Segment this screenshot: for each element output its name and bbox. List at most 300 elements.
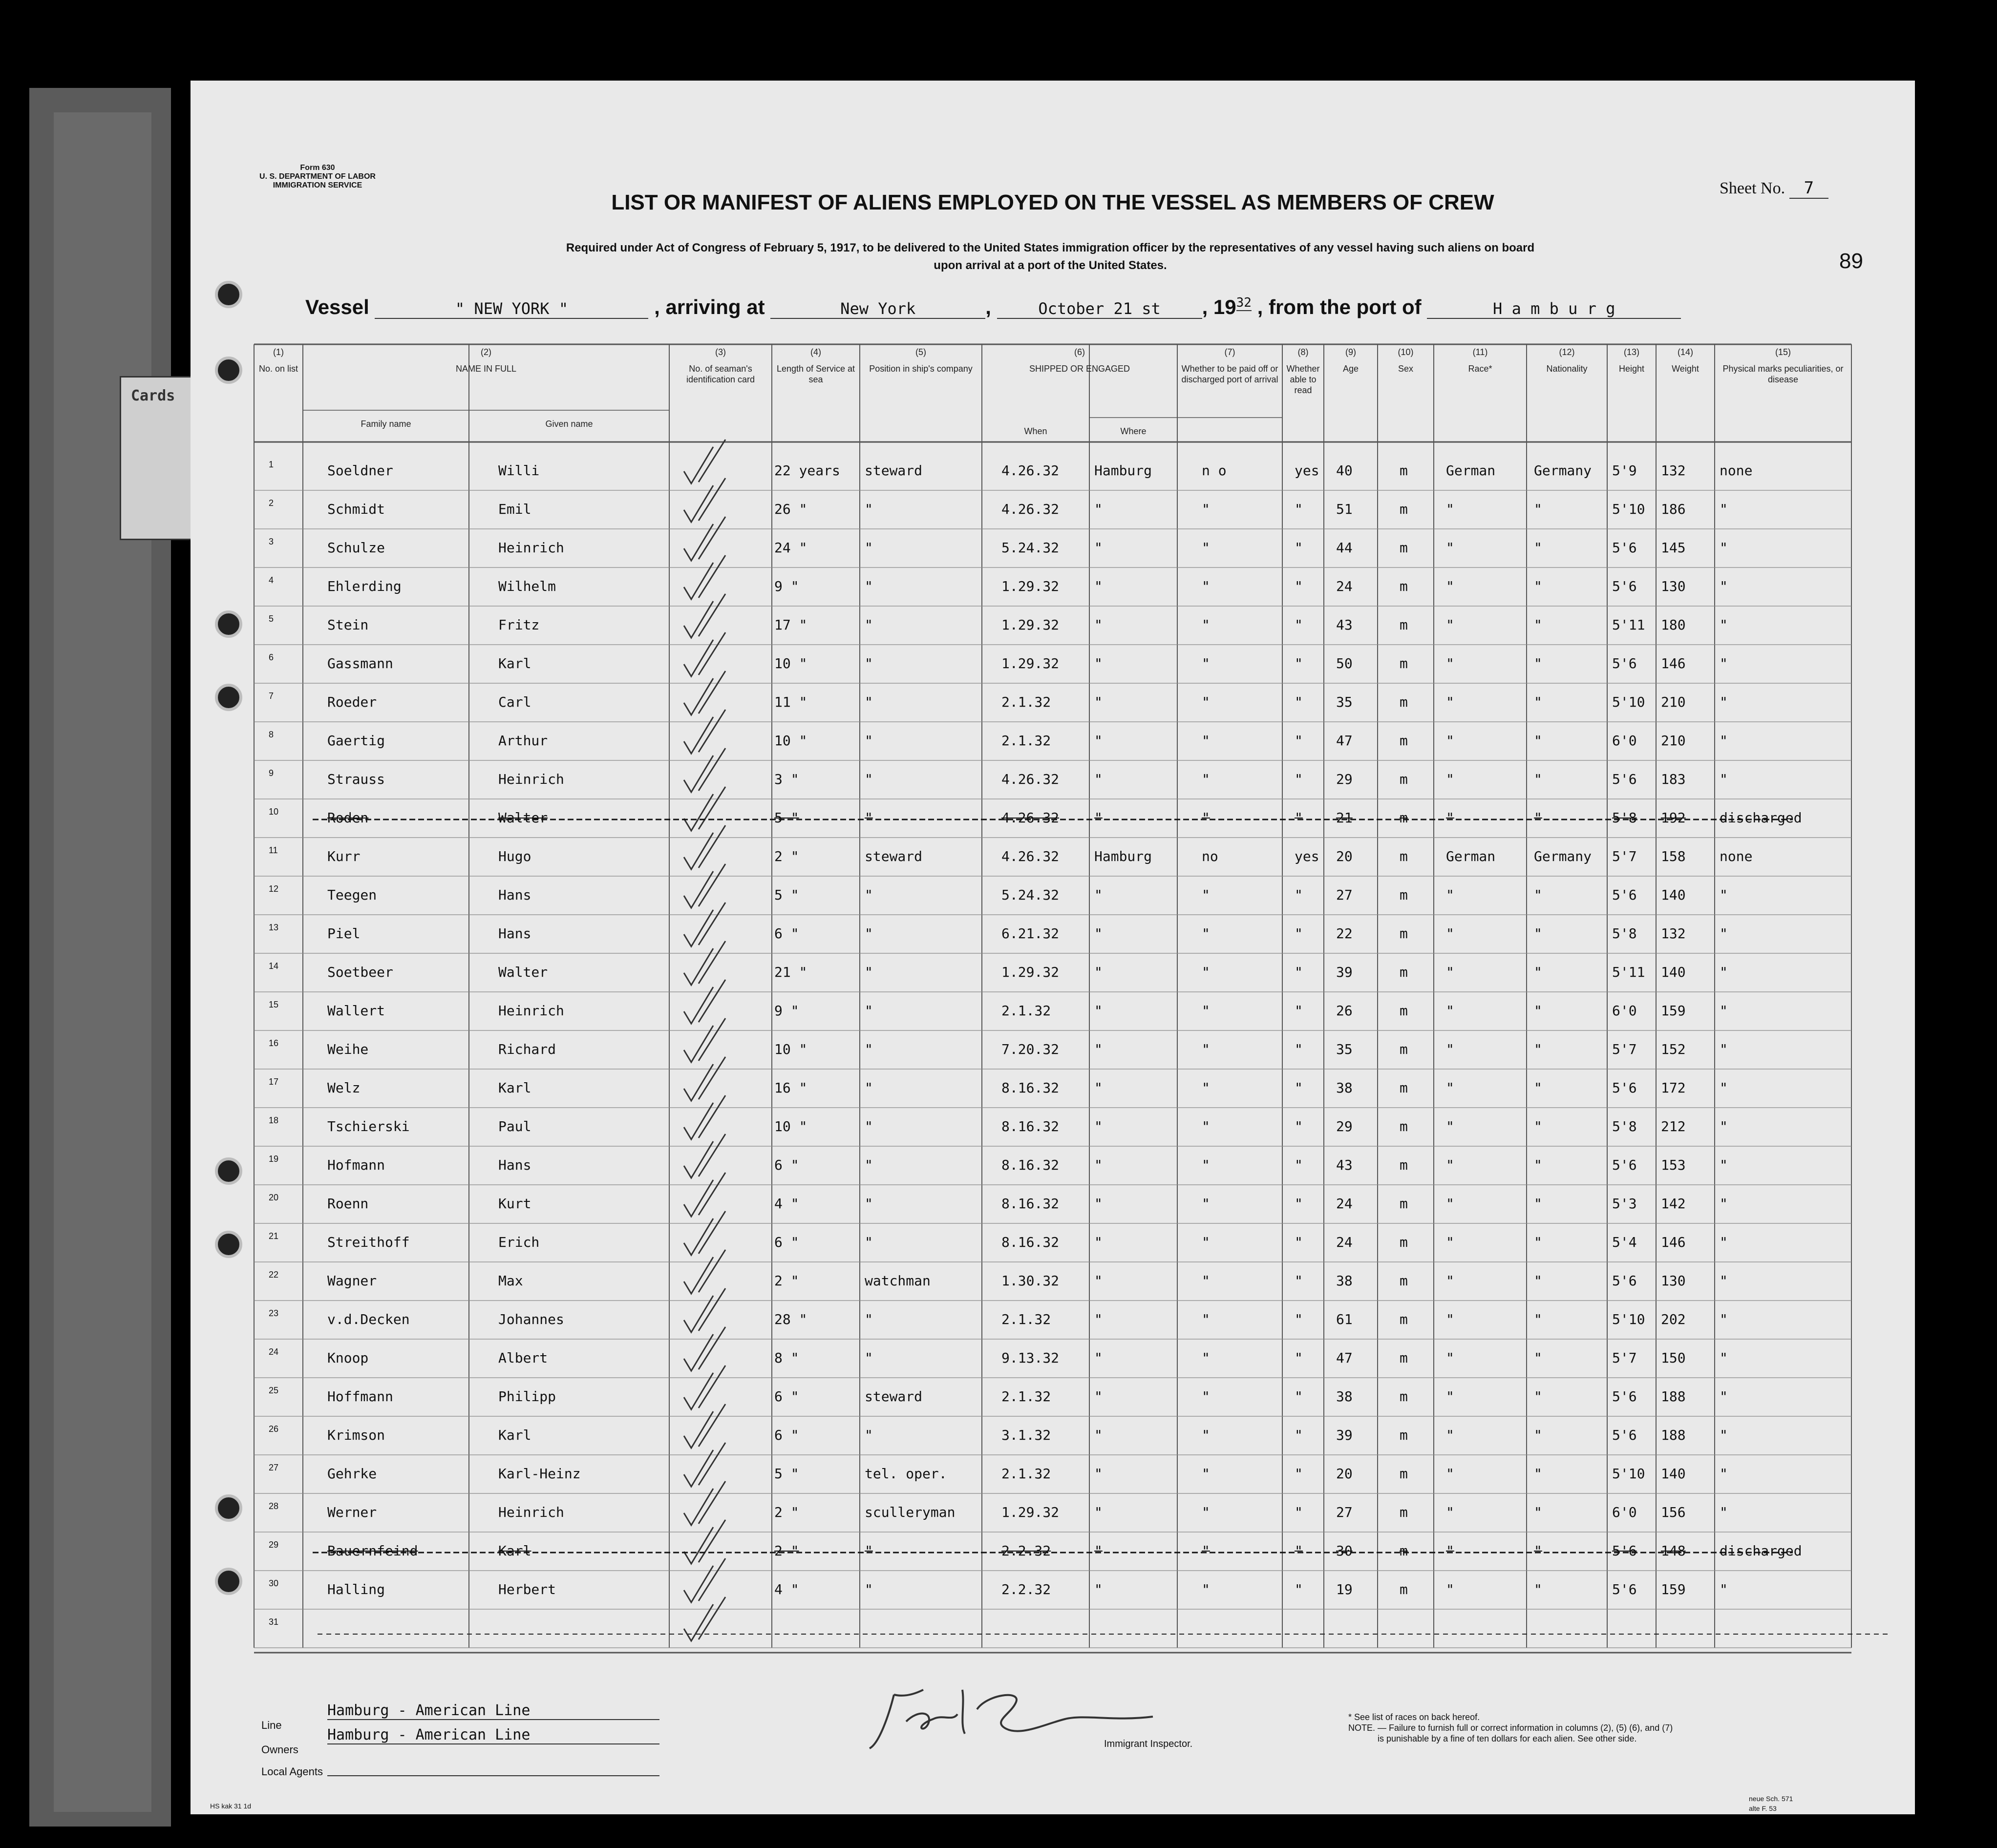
cell-sex: m <box>1400 578 1408 594</box>
cell-able-to-read: " <box>1295 925 1303 942</box>
cell-able-to-read: " <box>1295 1311 1303 1327</box>
cell-sex: m <box>1400 887 1408 903</box>
cell-paid-off: " <box>1202 1504 1210 1520</box>
cell-service-length: 17 " <box>774 617 807 633</box>
cell-height: 5'7 <box>1612 848 1637 864</box>
row-number: 2 <box>269 498 274 508</box>
col-header-service <box>772 347 860 385</box>
check-mark <box>684 1365 725 1409</box>
cell-family-name: Soeldner <box>327 462 393 479</box>
cell-race: " <box>1446 1080 1454 1096</box>
cell-shipped-when: 1.29.32 <box>1001 578 1060 594</box>
cell-family-name: Gaertig <box>327 733 385 749</box>
row-number: 3 <box>269 537 274 546</box>
cell-family-name: Schmidt <box>327 501 385 517</box>
cell-weight: 202 <box>1661 1311 1686 1327</box>
cell-service-length: 10 " <box>774 1118 807 1134</box>
cell-height: 5'10 <box>1612 1466 1645 1482</box>
cell-able-to-read: " <box>1295 1080 1303 1096</box>
cell-service-length: 5 " <box>774 887 799 903</box>
col-header-height <box>1607 347 1656 374</box>
cell-service-length: 11 " <box>774 694 807 710</box>
cell-weight: 159 <box>1661 1581 1686 1597</box>
cell-nationality: " <box>1534 964 1542 980</box>
cell-sex: m <box>1400 1041 1408 1057</box>
col-header-id-card-number: (3) <box>715 347 726 357</box>
cell-race: " <box>1446 1196 1454 1212</box>
col-header-no-label: No. on list <box>258 364 298 374</box>
cell-age: 29 <box>1336 771 1353 787</box>
cell-race: " <box>1446 964 1454 980</box>
cell-able-to-read: " <box>1295 1427 1303 1443</box>
row-number: 13 <box>269 923 279 932</box>
check-mark <box>684 1520 725 1564</box>
cell-sex: m <box>1400 501 1408 517</box>
cell-shipped-when: 4.26.32 <box>1001 810 1060 826</box>
row-number: 21 <box>269 1231 279 1241</box>
col-header-paid-off <box>1177 347 1282 385</box>
cell-shipped-where: " <box>1094 1234 1103 1250</box>
cell-given-name: Wilhelm <box>498 578 556 594</box>
cell-position: watchman <box>865 1273 931 1289</box>
cell-paid-off: " <box>1202 1080 1210 1096</box>
cell-weight: 142 <box>1661 1196 1686 1212</box>
arriving-label: , arriving at <box>654 295 765 318</box>
cell-sex: m <box>1400 1118 1408 1134</box>
row-number: 30 <box>269 1578 279 1588</box>
cell-weight: 158 <box>1661 848 1686 864</box>
cell-age: 24 <box>1336 1234 1353 1250</box>
cell-height: 5'6 <box>1612 540 1637 556</box>
cell-shipped-where: " <box>1094 501 1103 517</box>
check-mark <box>684 1327 725 1371</box>
cell-shipped-when: 2.1.32 <box>1001 1466 1051 1482</box>
cell-paid-off: " <box>1202 1581 1210 1597</box>
cell-weight: 150 <box>1661 1350 1686 1366</box>
check-mark <box>684 1173 725 1217</box>
print-code: HS kak 31 1d <box>210 1802 252 1810</box>
cell-service-length: 3 " <box>774 771 799 787</box>
cell-weight: 183 <box>1661 771 1686 787</box>
col-header-shipped-number: (6) <box>1074 347 1085 357</box>
col-header-marks-label: Physical marks peculiarities, or disease <box>1722 364 1844 384</box>
cell-nationality: " <box>1534 694 1542 710</box>
cell-weight: 210 <box>1661 694 1686 710</box>
cell-age: 38 <box>1336 1080 1353 1096</box>
check-mark <box>684 748 725 792</box>
cell-able-to-read: " <box>1295 578 1303 594</box>
cell-able-to-read: " <box>1295 810 1303 826</box>
check-mark <box>684 1558 725 1602</box>
vessel-line: Vessel " NEW YORK " , arriving at New York , October 21 st , $19^{32}$ , from the port of H a m b u r g <box>305 295 1681 319</box>
cell-height: 5'10 <box>1612 1311 1645 1327</box>
cell-given-name: Hans <box>498 887 531 903</box>
col-header-name-label: NAME IN FULL <box>455 364 517 374</box>
line-label: Line <box>261 1719 282 1731</box>
cell-service-length: 9 " <box>774 578 799 594</box>
cell-shipped-where: " <box>1094 1157 1103 1173</box>
cell-marks: " <box>1720 578 1728 594</box>
cell-given-name: Heinrich <box>498 1003 564 1019</box>
cell-service-length: 10 " <box>774 1041 807 1057</box>
cell-sex: m <box>1400 1388 1408 1405</box>
cell-family-name: Bauernfeind <box>327 1543 418 1559</box>
cell-marks: " <box>1720 733 1728 749</box>
cell-age: 30 <box>1336 1543 1353 1559</box>
cell-height: 5'10 <box>1612 694 1645 710</box>
cell-nationality: " <box>1534 1118 1542 1134</box>
cell-given-name: Hans <box>498 925 531 942</box>
cell-sex: m <box>1400 1466 1408 1482</box>
cell-sex: m <box>1400 1350 1408 1366</box>
cell-marks: " <box>1720 1311 1728 1327</box>
cell-weight: 172 <box>1661 1080 1686 1096</box>
cell-weight: 130 <box>1661 578 1686 594</box>
cell-shipped-when: 8.16.32 <box>1001 1234 1060 1250</box>
cell-position: " <box>865 925 873 942</box>
cell-nationality: " <box>1534 1350 1542 1366</box>
col-header-weight-number: (14) <box>1677 347 1693 357</box>
cell-shipped-when: 4.26.32 <box>1001 462 1060 479</box>
cell-weight: 192 <box>1661 810 1686 826</box>
cell-given-name: Karl-Heinz <box>498 1466 581 1482</box>
cell-position: " <box>865 694 873 710</box>
cell-position: " <box>865 887 873 903</box>
note-penalty-1: NOTE. — Failure to furnish full or correct information in columns (2), (5) (6), and (7) <box>1348 1723 1673 1733</box>
cell-given-name: Richard <box>498 1041 556 1057</box>
cell-race: " <box>1446 1543 1454 1559</box>
cell-shipped-when: 6.21.32 <box>1001 925 1060 942</box>
cell-family-name: Knoop <box>327 1350 369 1366</box>
cell-race: " <box>1446 617 1454 633</box>
cell-shipped-where: " <box>1094 617 1103 633</box>
cell-weight: 153 <box>1661 1157 1686 1173</box>
cell-able-to-read: " <box>1295 694 1303 710</box>
cell-age: 47 <box>1336 1350 1353 1366</box>
col-header-where <box>1089 420 1177 437</box>
cell-service-length: 2 " <box>774 1504 799 1520</box>
cell-given-name: Walter <box>498 964 548 980</box>
cell-position: " <box>865 1234 873 1250</box>
cell-nationality: " <box>1534 810 1542 826</box>
cell-shipped-when: 7.20.32 <box>1001 1041 1060 1057</box>
cell-marks: " <box>1720 964 1728 980</box>
cell-sex: m <box>1400 1427 1408 1443</box>
cell-weight: 159 <box>1661 1003 1686 1019</box>
owners-value: Hamburg - American Line <box>327 1726 659 1744</box>
cell-age: 51 <box>1336 501 1353 517</box>
cell-position: steward <box>865 1388 923 1405</box>
cell-service-length: 26 " <box>774 501 807 517</box>
cell-service-length: 9 " <box>774 1003 799 1019</box>
cell-marks: " <box>1720 1234 1728 1250</box>
cell-marks: " <box>1720 1504 1728 1520</box>
row-number: 17 <box>269 1077 279 1087</box>
cell-race: " <box>1446 578 1454 594</box>
cell-height: 5'6 <box>1612 1427 1637 1443</box>
cell-family-name: Stein <box>327 617 369 633</box>
cell-age: 38 <box>1336 1273 1353 1289</box>
cell-given-name: Philipp <box>498 1388 556 1405</box>
cell-able-to-read: yes <box>1295 848 1319 864</box>
col-header-age-label: Age <box>1342 364 1359 374</box>
row-number: 9 <box>269 768 274 778</box>
punch-hole <box>215 281 242 308</box>
cell-height: 5'10 <box>1612 501 1645 517</box>
cell-weight: 188 <box>1661 1427 1686 1443</box>
cell-family-name: Schulze <box>327 540 385 556</box>
cell-shipped-where: " <box>1094 1273 1103 1289</box>
cell-marks: " <box>1720 1581 1728 1597</box>
cell-paid-off: " <box>1202 540 1210 556</box>
cell-paid-off: " <box>1202 1196 1210 1212</box>
cell-nationality: " <box>1534 1041 1542 1057</box>
cell-nationality: " <box>1534 1581 1542 1597</box>
row-number: 16 <box>269 1038 279 1048</box>
cell-nationality: " <box>1534 1273 1542 1289</box>
cell-paid-off: n o <box>1202 462 1227 479</box>
cell-position: " <box>865 733 873 749</box>
cell-height: 5'6 <box>1612 887 1637 903</box>
service-name: IMMIGRATION SERVICE <box>273 181 362 189</box>
cell-position: " <box>865 1003 873 1019</box>
cell-shipped-when: 4.26.32 <box>1001 771 1060 787</box>
cell-service-length: 22 years <box>774 462 840 479</box>
punch-hole <box>215 357 242 384</box>
cell-weight: 140 <box>1661 1466 1686 1482</box>
cell-race: " <box>1446 501 1454 517</box>
cell-paid-off: " <box>1202 1157 1210 1173</box>
cell-marks: " <box>1720 771 1728 787</box>
col-header-race-label: Race* <box>1468 364 1492 374</box>
cell-service-length: 6 " <box>774 1427 799 1443</box>
cell-weight: 130 <box>1661 1273 1686 1289</box>
cell-race: " <box>1446 540 1454 556</box>
cell-height: 5'6 <box>1612 1543 1637 1559</box>
cell-able-to-read: " <box>1295 1234 1303 1250</box>
col-header-age <box>1324 347 1378 374</box>
cell-race: " <box>1446 694 1454 710</box>
cell-paid-off: " <box>1202 810 1210 826</box>
cell-age: 40 <box>1336 462 1353 479</box>
cell-paid-off: " <box>1202 1003 1210 1019</box>
punch-hole <box>215 610 242 638</box>
cell-shipped-where: Hamburg <box>1094 848 1152 864</box>
cell-given-name: Hans <box>498 1157 531 1173</box>
cell-service-length: 28 " <box>774 1311 807 1327</box>
check-mark <box>684 825 725 869</box>
cell-height: 5'11 <box>1612 617 1645 633</box>
cell-position: " <box>865 655 873 672</box>
table-grid <box>191 81 1915 1814</box>
cell-marks: " <box>1720 694 1728 710</box>
cell-sex: m <box>1400 848 1408 864</box>
cell-nationality: " <box>1534 540 1542 556</box>
cell-family-name: Ehlerding <box>327 578 402 594</box>
cell-height: 5'9 <box>1612 462 1637 479</box>
cell-shipped-when: 1.29.32 <box>1001 1504 1060 1520</box>
cell-given-name: Herbert <box>498 1581 556 1597</box>
cell-weight: 180 <box>1661 617 1686 633</box>
cell-sex: m <box>1400 1234 1408 1250</box>
owners-label: Owners <box>261 1743 298 1756</box>
cell-height: 5'6 <box>1612 1388 1637 1405</box>
cell-weight: 140 <box>1661 887 1686 903</box>
cell-sex: m <box>1400 771 1408 787</box>
col-header-read <box>1282 347 1324 396</box>
cell-shipped-where: " <box>1094 578 1103 594</box>
cell-service-length: 16 " <box>774 1080 807 1096</box>
from-label: , from the port of <box>1257 295 1422 318</box>
year-prefix: 19 <box>1213 295 1236 318</box>
cell-nationality: " <box>1534 1234 1542 1250</box>
cell-given-name: Heinrich <box>498 771 564 787</box>
cell-weight: 148 <box>1661 1543 1686 1559</box>
cell-position: " <box>865 1196 873 1212</box>
col-header-service-label: Length of Service at sea <box>776 364 855 384</box>
cell-given-name: Heinrich <box>498 1504 564 1520</box>
cell-given-name: Max <box>498 1273 523 1289</box>
manifest-page <box>191 81 1915 1814</box>
cell-marks: " <box>1720 617 1728 633</box>
cell-age: 43 <box>1336 1157 1353 1173</box>
cell-given-name: Paul <box>498 1118 531 1134</box>
cell-position: " <box>865 1427 873 1443</box>
cell-able-to-read: " <box>1295 1118 1303 1134</box>
cell-able-to-read: " <box>1295 964 1303 980</box>
col-header-service-number: (4) <box>810 347 821 357</box>
cell-shipped-where: " <box>1094 1388 1103 1405</box>
inspector-label: Immigrant Inspector. <box>1104 1739 1193 1749</box>
cell-race: " <box>1446 1234 1454 1250</box>
cell-nationality: " <box>1534 617 1542 633</box>
row-number: 22 <box>269 1270 279 1280</box>
col-header-sex-number: (10) <box>1398 347 1414 357</box>
col-header-paid-off-number: (7) <box>1224 347 1235 357</box>
cell-shipped-where: " <box>1094 1581 1103 1597</box>
col-header-weight-label: Weight <box>1672 364 1699 374</box>
cell-shipped-when: 1.30.32 <box>1001 1273 1060 1289</box>
cell-able-to-read: " <box>1295 1273 1303 1289</box>
col-header-sex <box>1378 347 1434 374</box>
page-title: LIST OR MANIFEST OF ALIENS EMPLOYED ON THE VESSEL AS MEMBERS OF CREW <box>611 190 1494 214</box>
cell-race: " <box>1446 733 1454 749</box>
from-port: H a m b u r g <box>1427 299 1681 319</box>
sheet-label: Sheet No. <box>1720 179 1785 197</box>
cell-height: 5'6 <box>1612 771 1637 787</box>
cell-race: " <box>1446 1388 1454 1405</box>
cell-height: 6'0 <box>1612 733 1637 749</box>
cell-nationality: " <box>1534 1311 1542 1327</box>
cell-shipped-when: 4.26.32 <box>1001 501 1060 517</box>
cell-shipped-when: 4.26.32 <box>1001 848 1060 864</box>
cell-shipped-where: " <box>1094 1427 1103 1443</box>
cell-race: " <box>1446 771 1454 787</box>
cell-sex: m <box>1400 1080 1408 1096</box>
cell-marks: " <box>1720 540 1728 556</box>
check-mark <box>684 864 725 908</box>
check-mark <box>684 1018 725 1062</box>
col-header-when-label: When <box>1024 426 1047 436</box>
row-number: 1 <box>269 460 274 469</box>
cell-given-name: Karl <box>498 1427 531 1443</box>
cell-age: 47 <box>1336 733 1353 749</box>
cell-paid-off: " <box>1202 1311 1210 1327</box>
cell-sex: m <box>1400 694 1408 710</box>
cell-paid-off: " <box>1202 733 1210 749</box>
year-suffix: 32 <box>1236 295 1252 310</box>
cell-given-name: Walter <box>498 810 548 826</box>
cell-age: 19 <box>1336 1581 1353 1597</box>
cell-sex: m <box>1400 1543 1408 1559</box>
check-mark <box>684 1250 725 1294</box>
cell-position: " <box>865 1581 873 1597</box>
cell-position: " <box>865 1118 873 1134</box>
cell-nationality: Germany <box>1534 848 1592 864</box>
cell-given-name: Emil <box>498 501 531 517</box>
cell-service-length: 6 " <box>774 925 799 942</box>
line-value: Hamburg - American Line <box>327 1702 659 1720</box>
cell-marks: " <box>1720 1427 1728 1443</box>
arriving-port: New York <box>770 299 985 319</box>
cell-age: 35 <box>1336 1041 1353 1057</box>
cell-race: " <box>1446 1003 1454 1019</box>
cell-nationality: " <box>1534 501 1542 517</box>
cell-paid-off: " <box>1202 887 1210 903</box>
cell-position: " <box>865 810 873 826</box>
cell-able-to-read: " <box>1295 1581 1303 1597</box>
cell-given-name: Fritz <box>498 617 540 633</box>
cell-age: 61 <box>1336 1311 1353 1327</box>
cell-marks: " <box>1720 1196 1728 1212</box>
col-header-family-label: Family name <box>361 419 411 429</box>
cell-race: " <box>1446 1311 1454 1327</box>
cell-given-name: Kurt <box>498 1196 531 1212</box>
cell-paid-off: " <box>1202 1041 1210 1057</box>
cell-paid-off: " <box>1202 501 1210 517</box>
cell-shipped-where: " <box>1094 810 1103 826</box>
col-header-weight <box>1656 347 1715 374</box>
cell-shipped-where: " <box>1094 1118 1103 1134</box>
cell-marks: " <box>1720 1273 1728 1289</box>
cell-shipped-where: " <box>1094 925 1103 942</box>
row-number: 12 <box>269 884 279 894</box>
footer-note <box>1348 1712 1788 1744</box>
cell-able-to-read: " <box>1295 1041 1303 1057</box>
cell-position: " <box>865 1311 873 1327</box>
cell-shipped-when: 2.1.32 <box>1001 1388 1051 1405</box>
cell-shipped-when: 5.24.32 <box>1001 887 1060 903</box>
cell-weight: 212 <box>1661 1118 1686 1134</box>
cell-height: 5'7 <box>1612 1041 1637 1057</box>
note-penalty-2: is punishable by a fine of ten dollars for each alien. See other side. <box>1378 1734 1637 1743</box>
check-mark <box>684 671 725 715</box>
cell-nationality: " <box>1534 1196 1542 1212</box>
cell-position: " <box>865 617 873 633</box>
cell-age: 43 <box>1336 617 1353 633</box>
col-header-position <box>860 347 982 374</box>
cell-position: " <box>865 1157 873 1173</box>
row-number: 10 <box>269 807 279 817</box>
cell-able-to-read: " <box>1295 1157 1303 1173</box>
col-header-shipped-label: SHIPPED OR ENGAGED <box>1029 364 1130 374</box>
cell-family-name: Piel <box>327 925 361 942</box>
cell-family-name: Weihe <box>327 1041 369 1057</box>
cell-paid-off: " <box>1202 694 1210 710</box>
cell-marks: " <box>1720 1466 1728 1482</box>
cell-height: 5'8 <box>1612 810 1637 826</box>
check-mark <box>684 1443 725 1487</box>
